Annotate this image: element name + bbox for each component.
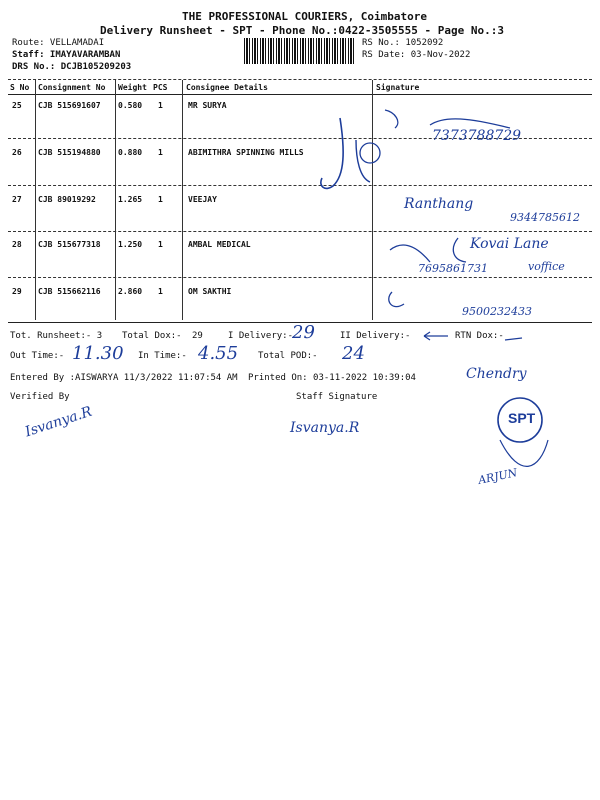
out-time-label: Out Time:- (10, 351, 65, 361)
row-consignment: CJB 89019292 (38, 195, 96, 204)
table-row: 29 (12, 287, 22, 296)
table-row: 25 (12, 101, 22, 110)
sig3-phone: 9344785612 (510, 211, 580, 224)
table-row: 26 (12, 148, 22, 157)
total-dox-label: Total Dox:- (122, 331, 182, 341)
in-time-value: 4.55 (198, 343, 239, 364)
row-pcs: 1 (158, 240, 163, 249)
i-delivery-value: 29 (292, 322, 315, 343)
sig3-name: Ranthang (404, 196, 474, 212)
sig4-extra: voffice (528, 260, 565, 273)
row-pcs: 1 (158, 148, 163, 157)
table-header-rule (8, 94, 592, 95)
row-weight: 1.265 (118, 195, 143, 204)
col-consignment: Consignment No (38, 83, 106, 92)
row-weight: 0.880 (118, 148, 143, 157)
entered-by: Entered By :AISWARYA 11/3/2022 11:07:54 AM (10, 373, 238, 383)
row-consignee: VEEJAY (188, 195, 217, 204)
total-pod-label: Total POD:- (258, 351, 318, 361)
verified-by-label: Verified By (10, 392, 70, 402)
printed-on: Printed On: 03-11-2022 10:39:04 (248, 373, 416, 383)
sig4-phone: 7695861731 (418, 262, 488, 275)
table-row: 28 (12, 240, 22, 249)
in-time-label: In Time:- (138, 351, 187, 361)
staff-label: Staff: IMAYAVARAMBAN (12, 50, 121, 60)
sig1-phone: 7373788729 (432, 128, 522, 144)
staff-signature-label: Staff Signature (296, 392, 378, 402)
right-signature: Chendry (466, 366, 527, 382)
col-pcs: PCS (153, 83, 168, 92)
row-consignment: CJB 515677318 (38, 240, 101, 249)
row-pcs: 1 (158, 195, 163, 204)
sig5-phone: 9500232433 (462, 305, 532, 318)
spt-stamp: SPT (508, 410, 536, 426)
out-time-value: 11.30 (72, 343, 124, 364)
route-label: Route: VELLAMADAI (12, 38, 105, 48)
row-consignment: CJB 515194880 (38, 148, 101, 157)
company-title: THE PROFESSIONAL COURIERS, Coimbatore (182, 10, 428, 23)
row-consignment: CJB 515691607 (38, 101, 101, 110)
verified-signature: Isvanya.R (23, 403, 95, 441)
table-top-rule (8, 79, 592, 80)
barcode-image (244, 38, 354, 64)
drs-number: DRS No.: DCJB105209203 (12, 62, 132, 72)
col-consignee: Consignee Details (186, 83, 268, 92)
ii-delivery-label: II Delivery:- (340, 331, 411, 341)
row-consignee: ABIMITHRA SPINNING MILLS (188, 148, 304, 157)
runsheet-subtitle: Delivery Runsheet - SPT - Phone No.:0422-3505555 - Page No.:3 (100, 24, 504, 37)
row-consignee: OM SAKTHI (188, 287, 232, 296)
total-dox-value: 29 (192, 331, 203, 341)
row-pcs: 1 (158, 101, 163, 110)
tot-runsheet: Tot. Runsheet:- 3 (10, 331, 103, 341)
i-delivery-label: I Delivery:- (228, 331, 294, 341)
col-sno: S No (10, 83, 30, 92)
table-row: 27 (12, 195, 22, 204)
col-weight: Weight (118, 83, 147, 92)
total-pod-value: 24 (342, 343, 365, 364)
row-pcs: 1 (158, 287, 163, 296)
col-signature: Signature (376, 83, 420, 92)
sig4-text: Kovai Lane (470, 236, 549, 252)
row-weight: 1.250 (118, 240, 143, 249)
row-consignee: AMBAL MEDICAL (188, 240, 251, 249)
row-consignment: CJB 515662116 (38, 287, 101, 296)
bottom-signature: ARJUN (477, 466, 519, 487)
row-consignee: MR SURYA (188, 101, 227, 110)
rs-date: RS Date: 03-Nov-2022 (362, 50, 471, 60)
staff-signature: Isvanya.R (290, 420, 360, 436)
rs-number: RS No.: 1052092 (362, 38, 444, 48)
row-weight: 2.860 (118, 287, 143, 296)
rtn-dox-label: RTN Dox:- (455, 331, 504, 341)
row-weight: 0.580 (118, 101, 143, 110)
